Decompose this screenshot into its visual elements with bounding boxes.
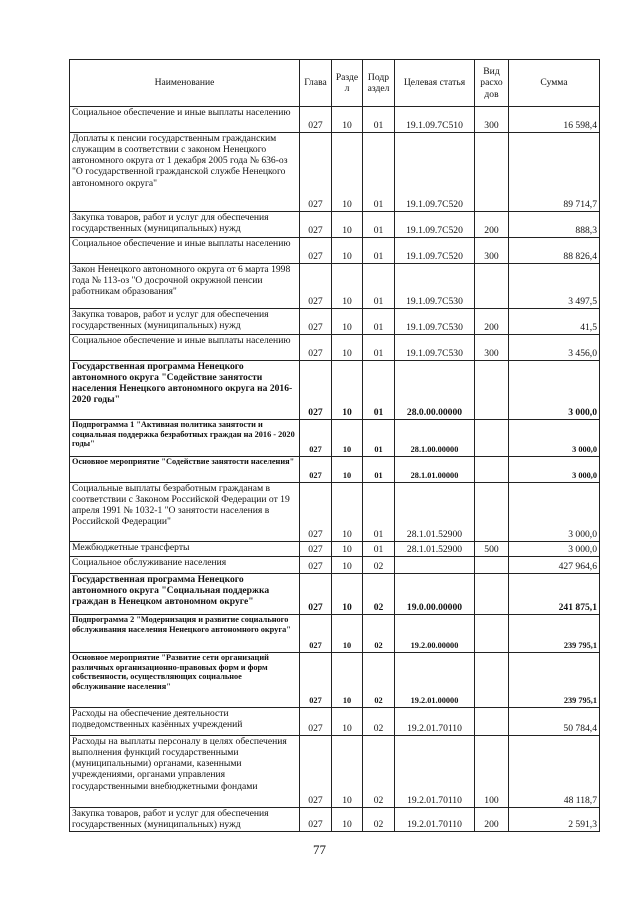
cell-name: Межбюджетные трансферты bbox=[70, 542, 300, 557]
cell-chapter: 027 bbox=[300, 361, 332, 420]
cell-section: 10 bbox=[332, 264, 363, 309]
cell-name: Доплаты к пенсии государственным гражданским служащим в соответствии с законом Ненецкого автономного округа от 1 декабря 2005 года № 636-оз "О государственной гражданской службе Ненецкого автономного округа" bbox=[70, 133, 300, 212]
header-expense-type: Вид расхо дов bbox=[475, 60, 509, 107]
cell-expense-type: 200 bbox=[475, 212, 509, 238]
cell-chapter: 027 bbox=[300, 542, 332, 557]
cell-expense-type bbox=[475, 420, 509, 457]
cell-name: Социальные выплаты безработным гражданам в соответствии с Законом Российской Федерации от 19 апреля 1991 № 1032-1 "О занятости населения в Российской Федерации" bbox=[70, 483, 300, 542]
cell-expense-type: 500 bbox=[475, 542, 509, 557]
cell-section: 10 bbox=[332, 238, 363, 264]
cell-chapter: 027 bbox=[300, 212, 332, 238]
cell-chapter: 027 bbox=[300, 708, 332, 736]
table-row bbox=[70, 361, 600, 420]
cell-target: 19.2.01.70110 bbox=[395, 736, 475, 808]
cell-sum: 3 000,0 bbox=[509, 483, 600, 542]
cell-section: 10 bbox=[332, 107, 363, 133]
cell-name: Закупка товаров, работ и услуг для обеспечения государственных (муниципальных) нужд bbox=[70, 808, 300, 832]
cell-name: Расходы на обеспечение деятельности подведомственных казённых учреждений bbox=[70, 708, 300, 736]
cell-section: 10 bbox=[332, 808, 363, 832]
cell-sum: 3 000,0 bbox=[509, 542, 600, 557]
cell-expense-type: 300 bbox=[475, 107, 509, 133]
page-number: 77 bbox=[313, 842, 326, 857]
cell-section: 10 bbox=[332, 542, 363, 557]
cell-sum: 3 456,0 bbox=[509, 335, 600, 361]
cell-name: Расходы на выплаты персоналу в целях обеспечения выполнения функций государственными (муниципальными) органами, казенными учреждениями, органами управления государственными внебюджетными фондами bbox=[70, 736, 300, 808]
cell-sum: 239 795,1 bbox=[509, 653, 600, 708]
cell-target: 19.0.00.00000 bbox=[395, 574, 475, 615]
cell-chapter: 027 bbox=[300, 335, 332, 361]
cell-name: Социальное обслуживание населения bbox=[70, 557, 300, 574]
cell-subsection: 01 bbox=[363, 335, 395, 361]
cell-section: 10 bbox=[332, 736, 363, 808]
cell-sum: 41,5 bbox=[509, 309, 600, 335]
header-target: Целевая статья bbox=[395, 60, 475, 107]
cell-expense-type: 300 bbox=[475, 238, 509, 264]
cell-expense-type bbox=[475, 361, 509, 420]
cell-target: 28.0.00.00000 bbox=[395, 361, 475, 420]
cell-target: 28.1.00.00000 bbox=[395, 420, 475, 457]
cell-target: 19.2.01.70110 bbox=[395, 708, 475, 736]
cell-name: Подпрограмма 2 "Модернизация и развитие социального обслуживания населения Ненецкого автономного округа" bbox=[70, 615, 300, 653]
cell-target: 28.1.01.52900 bbox=[395, 542, 475, 557]
cell-expense-type: 100 bbox=[475, 736, 509, 808]
table-row bbox=[70, 574, 600, 615]
cell-name: Подпрограмма 1 "Активная политика занятости и социальная поддержка безработных граждан на 2016 - 2020 годы" bbox=[70, 420, 300, 457]
cell-target: 19.1.09.7С510 bbox=[395, 107, 475, 133]
cell-chapter: 027 bbox=[300, 264, 332, 309]
cell-sum: 3 000,0 bbox=[509, 420, 600, 457]
cell-section: 10 bbox=[332, 574, 363, 615]
cell-subsection: 02 bbox=[363, 653, 395, 708]
table-row bbox=[70, 615, 600, 653]
cell-sum: 3 497,5 bbox=[509, 264, 600, 309]
cell-subsection: 01 bbox=[363, 212, 395, 238]
header-section: Разде л bbox=[332, 60, 363, 107]
cell-name: Основное мероприятие "Содействие занятости населения" bbox=[70, 457, 300, 483]
cell-target bbox=[395, 557, 475, 574]
cell-subsection: 01 bbox=[363, 133, 395, 212]
cell-name: Закон Ненецкого автономного округа от 6 марта 1998 года № 113-оз "О досрочной окружной пенсии работникам образования" bbox=[70, 264, 300, 309]
cell-name: Государственная программа Ненецкого автономного округа "Социальная поддержка граждан в Ненецком автономном округе" bbox=[70, 574, 300, 615]
cell-subsection: 02 bbox=[363, 708, 395, 736]
cell-expense-type bbox=[475, 457, 509, 483]
table-row bbox=[70, 736, 600, 808]
cell-section: 10 bbox=[332, 483, 363, 542]
cell-target: 28.1.01.52900 bbox=[395, 483, 475, 542]
cell-subsection: 01 bbox=[363, 420, 395, 457]
cell-expense-type: 200 bbox=[475, 808, 509, 832]
cell-target: 28.1.01.00000 bbox=[395, 457, 475, 483]
cell-expense-type bbox=[475, 574, 509, 615]
cell-subsection: 01 bbox=[363, 483, 395, 542]
cell-target: 19.2.01.00000 bbox=[395, 653, 475, 708]
cell-chapter: 027 bbox=[300, 238, 332, 264]
cell-subsection: 01 bbox=[363, 107, 395, 133]
cell-sum: 241 875,1 bbox=[509, 574, 600, 615]
table-row bbox=[70, 264, 600, 309]
cell-name: Социальное обеспечение и иные выплаты населению bbox=[70, 238, 300, 264]
header-row bbox=[70, 60, 600, 107]
cell-chapter: 027 bbox=[300, 808, 332, 832]
table-row bbox=[70, 542, 600, 557]
cell-target: 19.2.00.00000 bbox=[395, 615, 475, 653]
cell-subsection: 01 bbox=[363, 264, 395, 309]
cell-subsection: 02 bbox=[363, 557, 395, 574]
table-row bbox=[70, 335, 600, 361]
cell-name: Государственная программа Ненецкого автономного округа "Содействие занятости населения Ненецкого автономного округа на 2016-2020 годы" bbox=[70, 361, 300, 420]
table-row bbox=[70, 107, 600, 133]
header-sum: Сумма bbox=[509, 60, 600, 107]
cell-subsection: 01 bbox=[363, 361, 395, 420]
cell-expense-type bbox=[475, 557, 509, 574]
table-row bbox=[70, 808, 600, 832]
cell-sum: 3 000,0 bbox=[509, 457, 600, 483]
cell-target: 19.1.09.7С520 bbox=[395, 238, 475, 264]
header-chapter: Глава bbox=[300, 60, 332, 107]
cell-chapter: 027 bbox=[300, 457, 332, 483]
table-body bbox=[70, 107, 600, 832]
cell-subsection: 01 bbox=[363, 542, 395, 557]
cell-name: Закупка товаров, работ и услуг для обеспечения государственных (муниципальных) нужд bbox=[70, 212, 300, 238]
cell-expense-type bbox=[475, 483, 509, 542]
table-row bbox=[70, 557, 600, 574]
cell-chapter: 027 bbox=[300, 107, 332, 133]
cell-chapter: 027 bbox=[300, 133, 332, 212]
table-row bbox=[70, 457, 600, 483]
table-row bbox=[70, 420, 600, 457]
cell-chapter: 027 bbox=[300, 557, 332, 574]
table-row bbox=[70, 309, 600, 335]
cell-section: 10 bbox=[332, 309, 363, 335]
cell-sum: 427 964,6 bbox=[509, 557, 600, 574]
table-row bbox=[70, 708, 600, 736]
cell-chapter: 027 bbox=[300, 615, 332, 653]
cell-section: 10 bbox=[332, 557, 363, 574]
cell-section: 10 bbox=[332, 361, 363, 420]
cell-expense-type bbox=[475, 653, 509, 708]
cell-subsection: 01 bbox=[363, 309, 395, 335]
table-row bbox=[70, 238, 600, 264]
cell-subsection: 02 bbox=[363, 574, 395, 615]
cell-target: 19.1.09.7С520 bbox=[395, 133, 475, 212]
cell-section: 10 bbox=[332, 133, 363, 212]
cell-sum: 89 714,7 bbox=[509, 133, 600, 212]
cell-expense-type bbox=[475, 133, 509, 212]
cell-sum: 888,3 bbox=[509, 212, 600, 238]
cell-target: 19.1.09.7С530 bbox=[395, 335, 475, 361]
cell-sum: 50 784,4 bbox=[509, 708, 600, 736]
cell-chapter: 027 bbox=[300, 483, 332, 542]
cell-section: 10 bbox=[332, 420, 363, 457]
cell-sum: 48 118,7 bbox=[509, 736, 600, 808]
header-subsection: Подр аздел bbox=[363, 60, 395, 107]
table-row bbox=[70, 483, 600, 542]
table-row bbox=[70, 133, 600, 212]
cell-name: Социальное обеспечение и иные выплаты населению bbox=[70, 107, 300, 133]
cell-chapter: 027 bbox=[300, 420, 332, 457]
cell-sum: 3 000,0 bbox=[509, 361, 600, 420]
cell-section: 10 bbox=[332, 708, 363, 736]
cell-expense-type: 300 bbox=[475, 335, 509, 361]
cell-sum: 2 591,3 bbox=[509, 808, 600, 832]
cell-sum: 88 826,4 bbox=[509, 238, 600, 264]
cell-section: 10 bbox=[332, 653, 363, 708]
cell-subsection: 02 bbox=[363, 736, 395, 808]
cell-expense-type bbox=[475, 615, 509, 653]
cell-chapter: 027 bbox=[300, 653, 332, 708]
cell-sum: 239 795,1 bbox=[509, 615, 600, 653]
cell-subsection: 01 bbox=[363, 457, 395, 483]
cell-chapter: 027 bbox=[300, 736, 332, 808]
cell-name: Основное мероприятие "Развитие сети организаций различных организационно-правовых форм и форм собственности, осуществляющих социальное обслуживание населения" bbox=[70, 653, 300, 708]
cell-subsection: 01 bbox=[363, 238, 395, 264]
cell-chapter: 027 bbox=[300, 574, 332, 615]
cell-section: 10 bbox=[332, 212, 363, 238]
cell-expense-type: 200 bbox=[475, 309, 509, 335]
cell-sum: 16 598,4 bbox=[509, 107, 600, 133]
cell-target: 19.1.09.7С520 bbox=[395, 212, 475, 238]
cell-target: 19.1.09.7С530 bbox=[395, 309, 475, 335]
budget-table bbox=[69, 59, 600, 832]
cell-subsection: 02 bbox=[363, 615, 395, 653]
cell-name: Закупка товаров, работ и услуг для обеспечения государственных (муниципальных) нужд bbox=[70, 309, 300, 335]
table-row bbox=[70, 212, 600, 238]
cell-section: 10 bbox=[332, 615, 363, 653]
cell-section: 10 bbox=[332, 457, 363, 483]
header-name: Наименование bbox=[70, 60, 300, 107]
cell-chapter: 027 bbox=[300, 309, 332, 335]
cell-target: 19.1.09.7С530 bbox=[395, 264, 475, 309]
cell-section: 10 bbox=[332, 335, 363, 361]
cell-name: Социальное обеспечение и иные выплаты населению bbox=[70, 335, 300, 361]
cell-expense-type bbox=[475, 708, 509, 736]
cell-target: 19.2.01.70110 bbox=[395, 808, 475, 832]
cell-expense-type bbox=[475, 264, 509, 309]
table-row bbox=[70, 653, 600, 708]
cell-subsection: 02 bbox=[363, 808, 395, 832]
